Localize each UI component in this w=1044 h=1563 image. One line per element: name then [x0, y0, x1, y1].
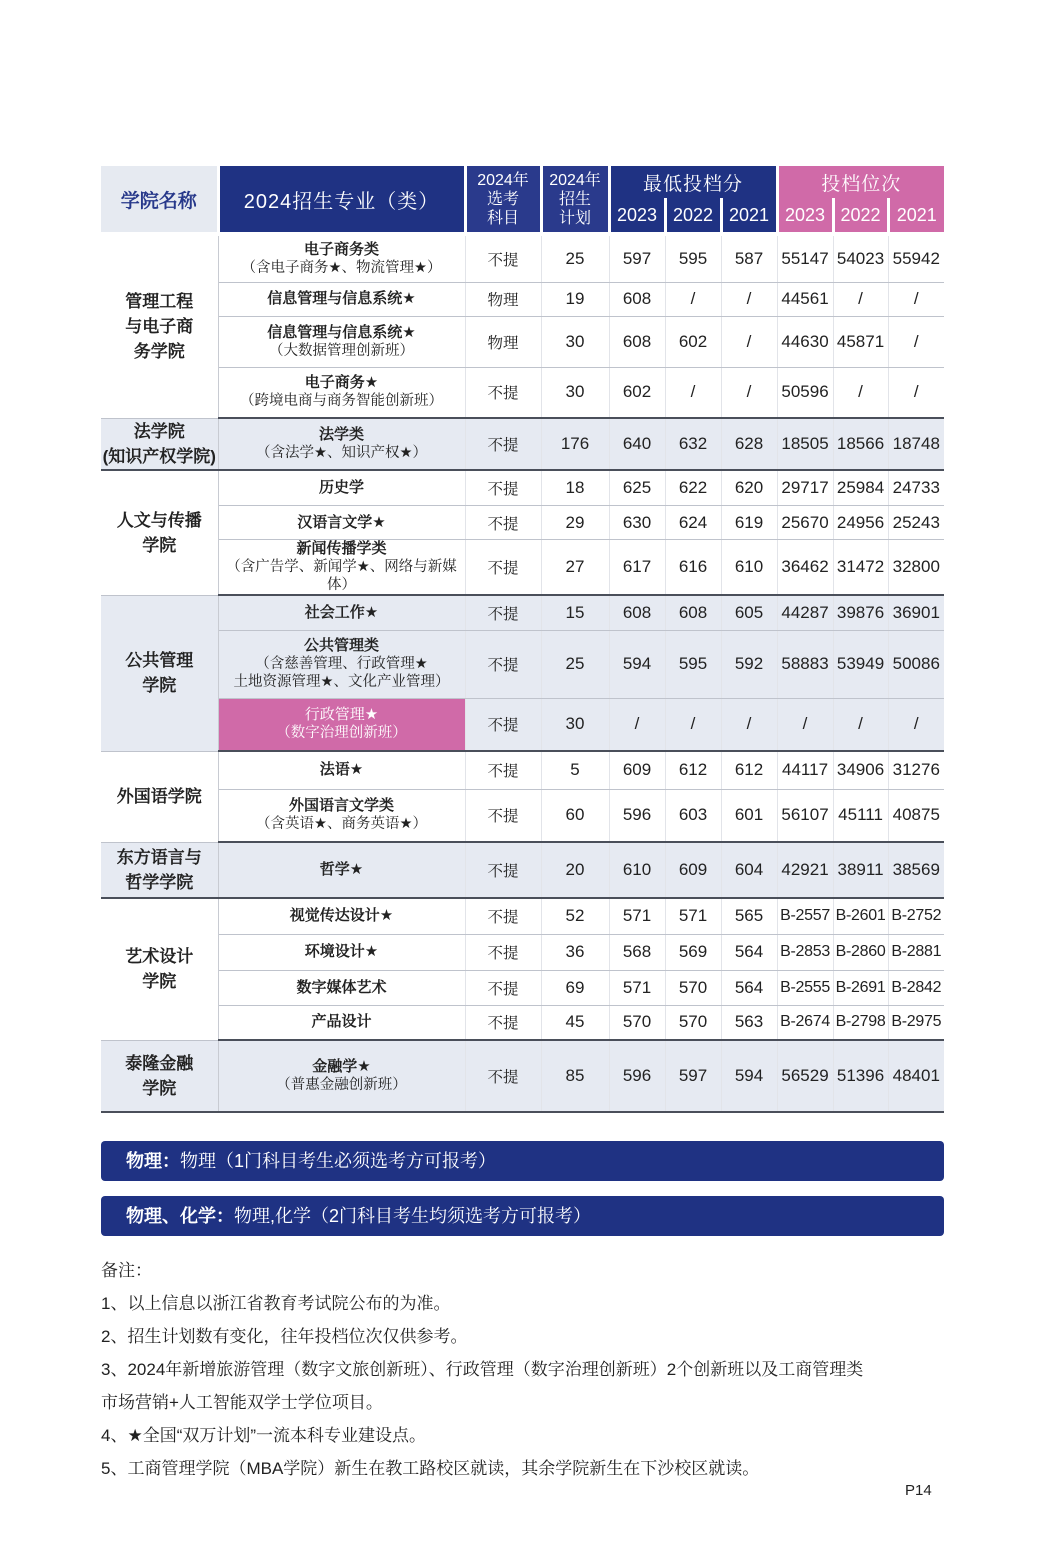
rank-cell: 24733: [888, 470, 944, 506]
rank-cell: B-2798: [833, 1005, 888, 1040]
min-score-cell: 625: [609, 470, 665, 506]
major-name: 视觉传达设计★: [289, 907, 394, 925]
min-score-cell: /: [665, 282, 721, 316]
min-score-cell: 610: [721, 540, 777, 596]
rank-cell: 55942: [888, 236, 944, 282]
major-cell: [218, 418, 465, 470]
table-header: [101, 166, 944, 236]
major-name: 公共管理类: [303, 637, 379, 654]
rank-cell: 32800: [888, 540, 944, 596]
rank-cell: 55147: [777, 236, 833, 282]
rank-cell: 31276: [888, 751, 944, 789]
major-cell: [218, 316, 465, 367]
plan-cell: 30: [541, 316, 609, 367]
min-score-cell: 608: [665, 595, 721, 630]
notes: [101, 1254, 961, 1485]
subject-cell: 不提: [465, 1040, 541, 1112]
plan-cell: 52: [541, 898, 609, 934]
college-name-line: 学院: [142, 1078, 177, 1098]
major-name: 新闻传播学类: [296, 540, 387, 557]
college-name-line: (知识产权学院): [102, 446, 216, 466]
min-score-cell: 571: [609, 898, 665, 934]
min-score-cell: 564: [721, 934, 777, 970]
major-name: 法学类: [318, 425, 364, 443]
plan-cell: 15: [541, 595, 609, 630]
college-name-line: 公共管理: [125, 651, 194, 670]
college-name-line: 人文与传播: [116, 510, 202, 530]
header-subject: [465, 166, 541, 232]
note-item: 4、★全国“双万计划”一流本科专业建设点。: [101, 1426, 427, 1445]
banner-label: 物理：: [126, 1151, 180, 1171]
rank-cell: 36462: [777, 540, 833, 596]
table-row: [101, 506, 944, 540]
college-name-line: 法学院: [133, 421, 185, 441]
header-plan-line: 2024年: [549, 171, 601, 189]
major-detail: （含广告学、新闻学★、网络与新媒体）: [226, 559, 457, 593]
note-item: 3、2024年新增旅游管理（数字文旅创新班）、行政管理（数字治理创新班）2个创新班以及工商管理类: [101, 1360, 864, 1379]
subject-cell: 物理: [465, 316, 541, 367]
min-score-cell: 608: [609, 316, 665, 367]
major-cell: [218, 506, 465, 540]
table-row: [101, 1040, 944, 1112]
table-row: [101, 282, 944, 316]
major-detail: （含英语★、商务英语★）: [256, 816, 427, 833]
rank-cell: B-2601: [833, 898, 888, 934]
min-score-cell: 617: [609, 540, 665, 596]
min-score-cell: 628: [721, 418, 777, 470]
header-major: 2024招生专业（类）: [218, 166, 465, 232]
rank-cell: /: [888, 282, 944, 316]
header-score-year: 2022: [665, 198, 721, 232]
min-score-cell: 619: [721, 506, 777, 540]
major-detail: （含法学★、知识产权★）: [256, 444, 427, 461]
major-name: 汉语言文学★: [297, 513, 386, 531]
major-detail: （数字治理创新班）: [276, 725, 407, 742]
min-score-cell: 570: [609, 1005, 665, 1040]
table-row: [101, 751, 944, 789]
min-score-cell: 640: [609, 418, 665, 470]
major-name: 信息管理与信息系统★: [267, 323, 416, 341]
min-score-cell: 571: [665, 898, 721, 934]
major-cell: [218, 1005, 465, 1040]
rank-cell: 25984: [833, 470, 888, 506]
header-plan-line: 计划: [558, 209, 591, 227]
note-item: 5、工商管理学院（MBA学院）新生在教工路校区就读，其余学院新生在下沙校区就读。: [101, 1459, 760, 1478]
college-name-cell: [101, 1040, 218, 1112]
rank-cell: B-2860: [833, 934, 888, 970]
min-score-cell: 605: [721, 595, 777, 630]
major-cell: [218, 540, 465, 596]
min-score-cell: 594: [721, 1040, 777, 1112]
min-score-cell: 563: [721, 1005, 777, 1040]
min-score-cell: 612: [665, 751, 721, 789]
plan-cell: 176: [541, 418, 609, 470]
college-name-line: 学院: [142, 676, 177, 695]
rank-cell: 25243: [888, 506, 944, 540]
min-score-cell: 602: [665, 316, 721, 367]
college-name-line: 与电子商: [125, 317, 194, 337]
min-score-cell: 596: [609, 1040, 665, 1112]
header-rank-year: 2021: [888, 198, 944, 232]
min-score-cell: 603: [665, 789, 721, 842]
plan-cell: 19: [541, 282, 609, 316]
major-cell: [218, 367, 465, 418]
min-score-cell: 602: [609, 367, 665, 418]
major-name: 电子商务类: [303, 240, 379, 258]
major-cell: [218, 236, 465, 282]
college-name-cell: [101, 898, 218, 1040]
min-score-cell: 632: [665, 418, 721, 470]
rank-cell: /: [833, 698, 888, 751]
table-row: [101, 898, 944, 934]
major-cell: [218, 842, 465, 898]
rank-cell: 51396: [833, 1040, 888, 1112]
college-name-line: 外国语学院: [116, 787, 202, 806]
rank-cell: B-2557: [777, 898, 833, 934]
subject-cell: 不提: [465, 367, 541, 418]
rank-cell: 18748: [888, 418, 944, 470]
min-score-cell: 616: [665, 540, 721, 596]
min-score-cell: /: [721, 316, 777, 367]
major-detail: （跨境电商与商务智能创新班）: [240, 393, 443, 410]
table-row: [101, 934, 944, 970]
college-name-line: 哲学学院: [125, 872, 194, 892]
rank-cell: /: [833, 282, 888, 316]
table-row: [101, 970, 944, 1005]
college-name-line: 艺术设计: [125, 947, 194, 967]
subject-cell: 不提: [465, 470, 541, 506]
min-score-cell: 564: [721, 970, 777, 1005]
college-name-cell: [101, 470, 218, 596]
subject-cell: 不提: [465, 506, 541, 540]
plan-cell: 36: [541, 934, 609, 970]
rank-cell: 56107: [777, 789, 833, 842]
plan-cell: 30: [541, 367, 609, 418]
note-item: 1、以上信息以浙江省教育考试院公布的为准。: [101, 1294, 451, 1313]
rank-cell: B-2555: [777, 970, 833, 1005]
banner-label: 物理、化学：: [126, 1206, 234, 1226]
major-name: 行政管理★: [304, 706, 379, 724]
min-score-cell: /: [609, 698, 665, 751]
min-score-cell: 610: [609, 842, 665, 898]
table-row: [101, 540, 944, 596]
table-row: [101, 316, 944, 367]
table-row: [101, 418, 944, 470]
rank-cell: /: [777, 698, 833, 751]
min-score-cell: /: [665, 367, 721, 418]
subject-cell: 不提: [465, 970, 541, 1005]
subject-cell: 物理: [465, 282, 541, 316]
rank-cell: 45871: [833, 316, 888, 367]
major-name: 金融学★: [312, 1058, 371, 1075]
subject-cell: 不提: [465, 595, 541, 630]
major-detail: （含电子商务★、物流管理★）: [241, 259, 442, 276]
page-number: P14: [905, 1482, 932, 1499]
major-name: 法语★: [319, 761, 364, 779]
rank-cell: 48401: [888, 1040, 944, 1112]
admission-table: [101, 166, 944, 1113]
table-body: [101, 236, 944, 1112]
college-name-cell: [101, 418, 218, 470]
note-item: 2、招生计划数有变化，往年投档位次仅供参考。: [101, 1327, 468, 1346]
table-row: [101, 470, 944, 506]
min-score-cell: /: [721, 698, 777, 751]
rank-cell: 44630: [777, 316, 833, 367]
subject-cell: 不提: [465, 698, 541, 751]
college-name-line: 管理工程: [125, 292, 194, 312]
plan-cell: 60: [541, 789, 609, 842]
major-cell: [218, 751, 465, 789]
banner-text: 物理（1门科目考生必须选考方可报考）: [180, 1151, 497, 1171]
header-subject-line: 选考: [486, 190, 519, 208]
header-rank-group: 投档位次: [777, 166, 944, 198]
college-name-cell: [101, 751, 218, 842]
table-row: [101, 367, 944, 418]
table-row: [101, 630, 944, 698]
rank-cell: 44117: [777, 751, 833, 789]
rank-cell: /: [888, 367, 944, 418]
note-item: 市场营销+人工智能双学士学位项目。: [101, 1393, 383, 1412]
major-detail: 土地资源管理★、文化产业管理）: [233, 674, 450, 690]
subject-cell: 不提: [465, 418, 541, 470]
min-score-cell: 604: [721, 842, 777, 898]
rank-cell: B-2674: [777, 1005, 833, 1040]
rank-cell: 40875: [888, 789, 944, 842]
plan-cell: 69: [541, 970, 609, 1005]
major-cell: [218, 789, 465, 842]
college-name-line: 务学院: [133, 342, 185, 362]
table-row: [101, 842, 944, 898]
min-score-cell: 597: [609, 236, 665, 282]
plan-cell: 25: [541, 236, 609, 282]
subject-cell: 不提: [465, 934, 541, 970]
min-score-cell: /: [721, 282, 777, 316]
college-name-line: 学院: [142, 535, 177, 555]
rank-cell: /: [888, 316, 944, 367]
header-score-group: 最低投档分: [609, 166, 777, 198]
min-score-cell: 594: [609, 630, 665, 698]
major-cell: [218, 698, 465, 751]
table-row: [101, 698, 944, 751]
min-score-cell: /: [721, 367, 777, 418]
college-name-line: 泰隆金融: [125, 1053, 194, 1073]
min-score-cell: /: [665, 698, 721, 751]
major-name: 信息管理与信息系统★: [267, 290, 416, 307]
rank-cell: 38569: [888, 842, 944, 898]
rank-cell: B-2691: [833, 970, 888, 1005]
rank-cell: 24956: [833, 506, 888, 540]
rank-cell: 38911: [833, 842, 888, 898]
min-score-cell: 608: [609, 595, 665, 630]
rank-cell: 31472: [833, 540, 888, 596]
table-row: [101, 1005, 944, 1040]
rank-cell: 45111: [833, 789, 888, 842]
min-score-cell: 630: [609, 506, 665, 540]
rank-cell: 54023: [833, 236, 888, 282]
subject-banner-physics-chemistry: [101, 1196, 944, 1236]
college-name-line: 东方语言与: [116, 847, 202, 867]
rank-cell: B-2975: [888, 1005, 944, 1040]
major-cell: [218, 898, 465, 934]
plan-cell: 45: [541, 1005, 609, 1040]
major-name: 数字媒体艺术: [296, 978, 387, 996]
major-name: 哲学★: [319, 861, 364, 878]
major-detail: （普惠金融创新班）: [276, 1077, 407, 1093]
min-score-cell: 596: [609, 789, 665, 842]
min-score-cell: 612: [721, 751, 777, 789]
min-score-cell: 608: [609, 282, 665, 316]
major-name: 历史学: [318, 478, 364, 496]
rank-cell: 50086: [888, 630, 944, 698]
rank-cell: B-2842: [888, 970, 944, 1005]
rank-cell: 39876: [833, 595, 888, 630]
major-cell: [218, 630, 465, 698]
header-rank-year: 2023: [777, 198, 833, 232]
rank-cell: B-2853: [777, 934, 833, 970]
header-subject-line: 科目: [486, 209, 519, 227]
major-name: 外国语言文学类: [288, 797, 394, 815]
major-cell: [218, 470, 465, 506]
rank-cell: 44287: [777, 595, 833, 630]
min-score-cell: 601: [721, 789, 777, 842]
rank-cell: 42921: [777, 842, 833, 898]
plan-cell: 25: [541, 630, 609, 698]
min-score-cell: 565: [721, 898, 777, 934]
header-plan: [541, 166, 609, 232]
major-cell: [218, 970, 465, 1005]
banner-text: 物理,化学（2门科目考生均须选考方可报考）: [234, 1206, 592, 1226]
subject-banner-physics: [101, 1141, 944, 1181]
min-score-cell: 597: [665, 1040, 721, 1112]
header-subject-line: 2024年: [477, 171, 529, 189]
rank-cell: 36901: [888, 595, 944, 630]
rank-cell: 50596: [777, 367, 833, 418]
rank-cell: B-2881: [888, 934, 944, 970]
header-score-year: 2023: [609, 198, 665, 232]
plan-cell: 85: [541, 1040, 609, 1112]
header-score-year: 2021: [721, 198, 777, 232]
rank-cell: 56529: [777, 1040, 833, 1112]
major-name: 环境设计★: [304, 943, 379, 960]
notes-title: 备注：: [101, 1261, 152, 1280]
min-score-cell: 592: [721, 630, 777, 698]
plan-cell: 30: [541, 698, 609, 751]
college-name-cell: [101, 595, 218, 751]
rank-cell: 34906: [833, 751, 888, 789]
subject-cell: 不提: [465, 1005, 541, 1040]
plan-cell: 5: [541, 751, 609, 789]
min-score-cell: 595: [665, 236, 721, 282]
min-score-cell: 620: [721, 470, 777, 506]
rank-cell: /: [888, 698, 944, 751]
major-cell: [218, 282, 465, 316]
subject-cell: 不提: [465, 789, 541, 842]
major-name: 社会工作★: [304, 603, 379, 621]
college-name-cell: [101, 236, 218, 418]
header-plan-line: 招生: [558, 190, 591, 208]
major-detail: （含慈善管理、行政管理★: [255, 656, 428, 672]
subject-cell: 不提: [465, 540, 541, 596]
major-name: 电子商务★: [304, 374, 379, 392]
rank-cell: 53949: [833, 630, 888, 698]
rank-cell: 18505: [777, 418, 833, 470]
plan-cell: 20: [541, 842, 609, 898]
rank-cell: 44561: [777, 282, 833, 316]
subject-cell: 不提: [465, 236, 541, 282]
major-cell: [218, 595, 465, 630]
plan-cell: 29: [541, 506, 609, 540]
college-name-line: 学院: [142, 972, 177, 992]
subject-cell: 不提: [465, 630, 541, 698]
rank-cell: 58883: [777, 630, 833, 698]
subject-cell: 不提: [465, 898, 541, 934]
min-score-cell: 570: [665, 1005, 721, 1040]
subject-cell: 不提: [465, 751, 541, 789]
header-rank-year: 2022: [833, 198, 888, 232]
min-score-cell: 571: [609, 970, 665, 1005]
major-cell: [218, 934, 465, 970]
admission-table-wrap: [101, 166, 944, 1113]
min-score-cell: 568: [609, 934, 665, 970]
min-score-cell: 595: [665, 630, 721, 698]
header-college: 学院名称: [101, 166, 218, 232]
min-score-cell: 570: [665, 970, 721, 1005]
rank-cell: B-2752: [888, 898, 944, 934]
min-score-cell: 569: [665, 934, 721, 970]
rank-cell: 18566: [833, 418, 888, 470]
rank-cell: 25670: [777, 506, 833, 540]
plan-cell: 27: [541, 540, 609, 596]
min-score-cell: 587: [721, 236, 777, 282]
table-row: [101, 236, 944, 282]
major-cell: [218, 1040, 465, 1112]
rank-cell: 29717: [777, 470, 833, 506]
major-detail: （大数据管理创新班）: [269, 342, 414, 359]
table-row: [101, 595, 944, 630]
table-row: [101, 789, 944, 842]
min-score-cell: 609: [609, 751, 665, 789]
min-score-cell: 622: [665, 470, 721, 506]
major-name: 产品设计: [311, 1013, 372, 1031]
min-score-cell: 624: [665, 506, 721, 540]
plan-cell: 18: [541, 470, 609, 506]
min-score-cell: 609: [665, 842, 721, 898]
rank-cell: /: [833, 367, 888, 418]
college-name-cell: [101, 842, 218, 898]
subject-cell: 不提: [465, 842, 541, 898]
